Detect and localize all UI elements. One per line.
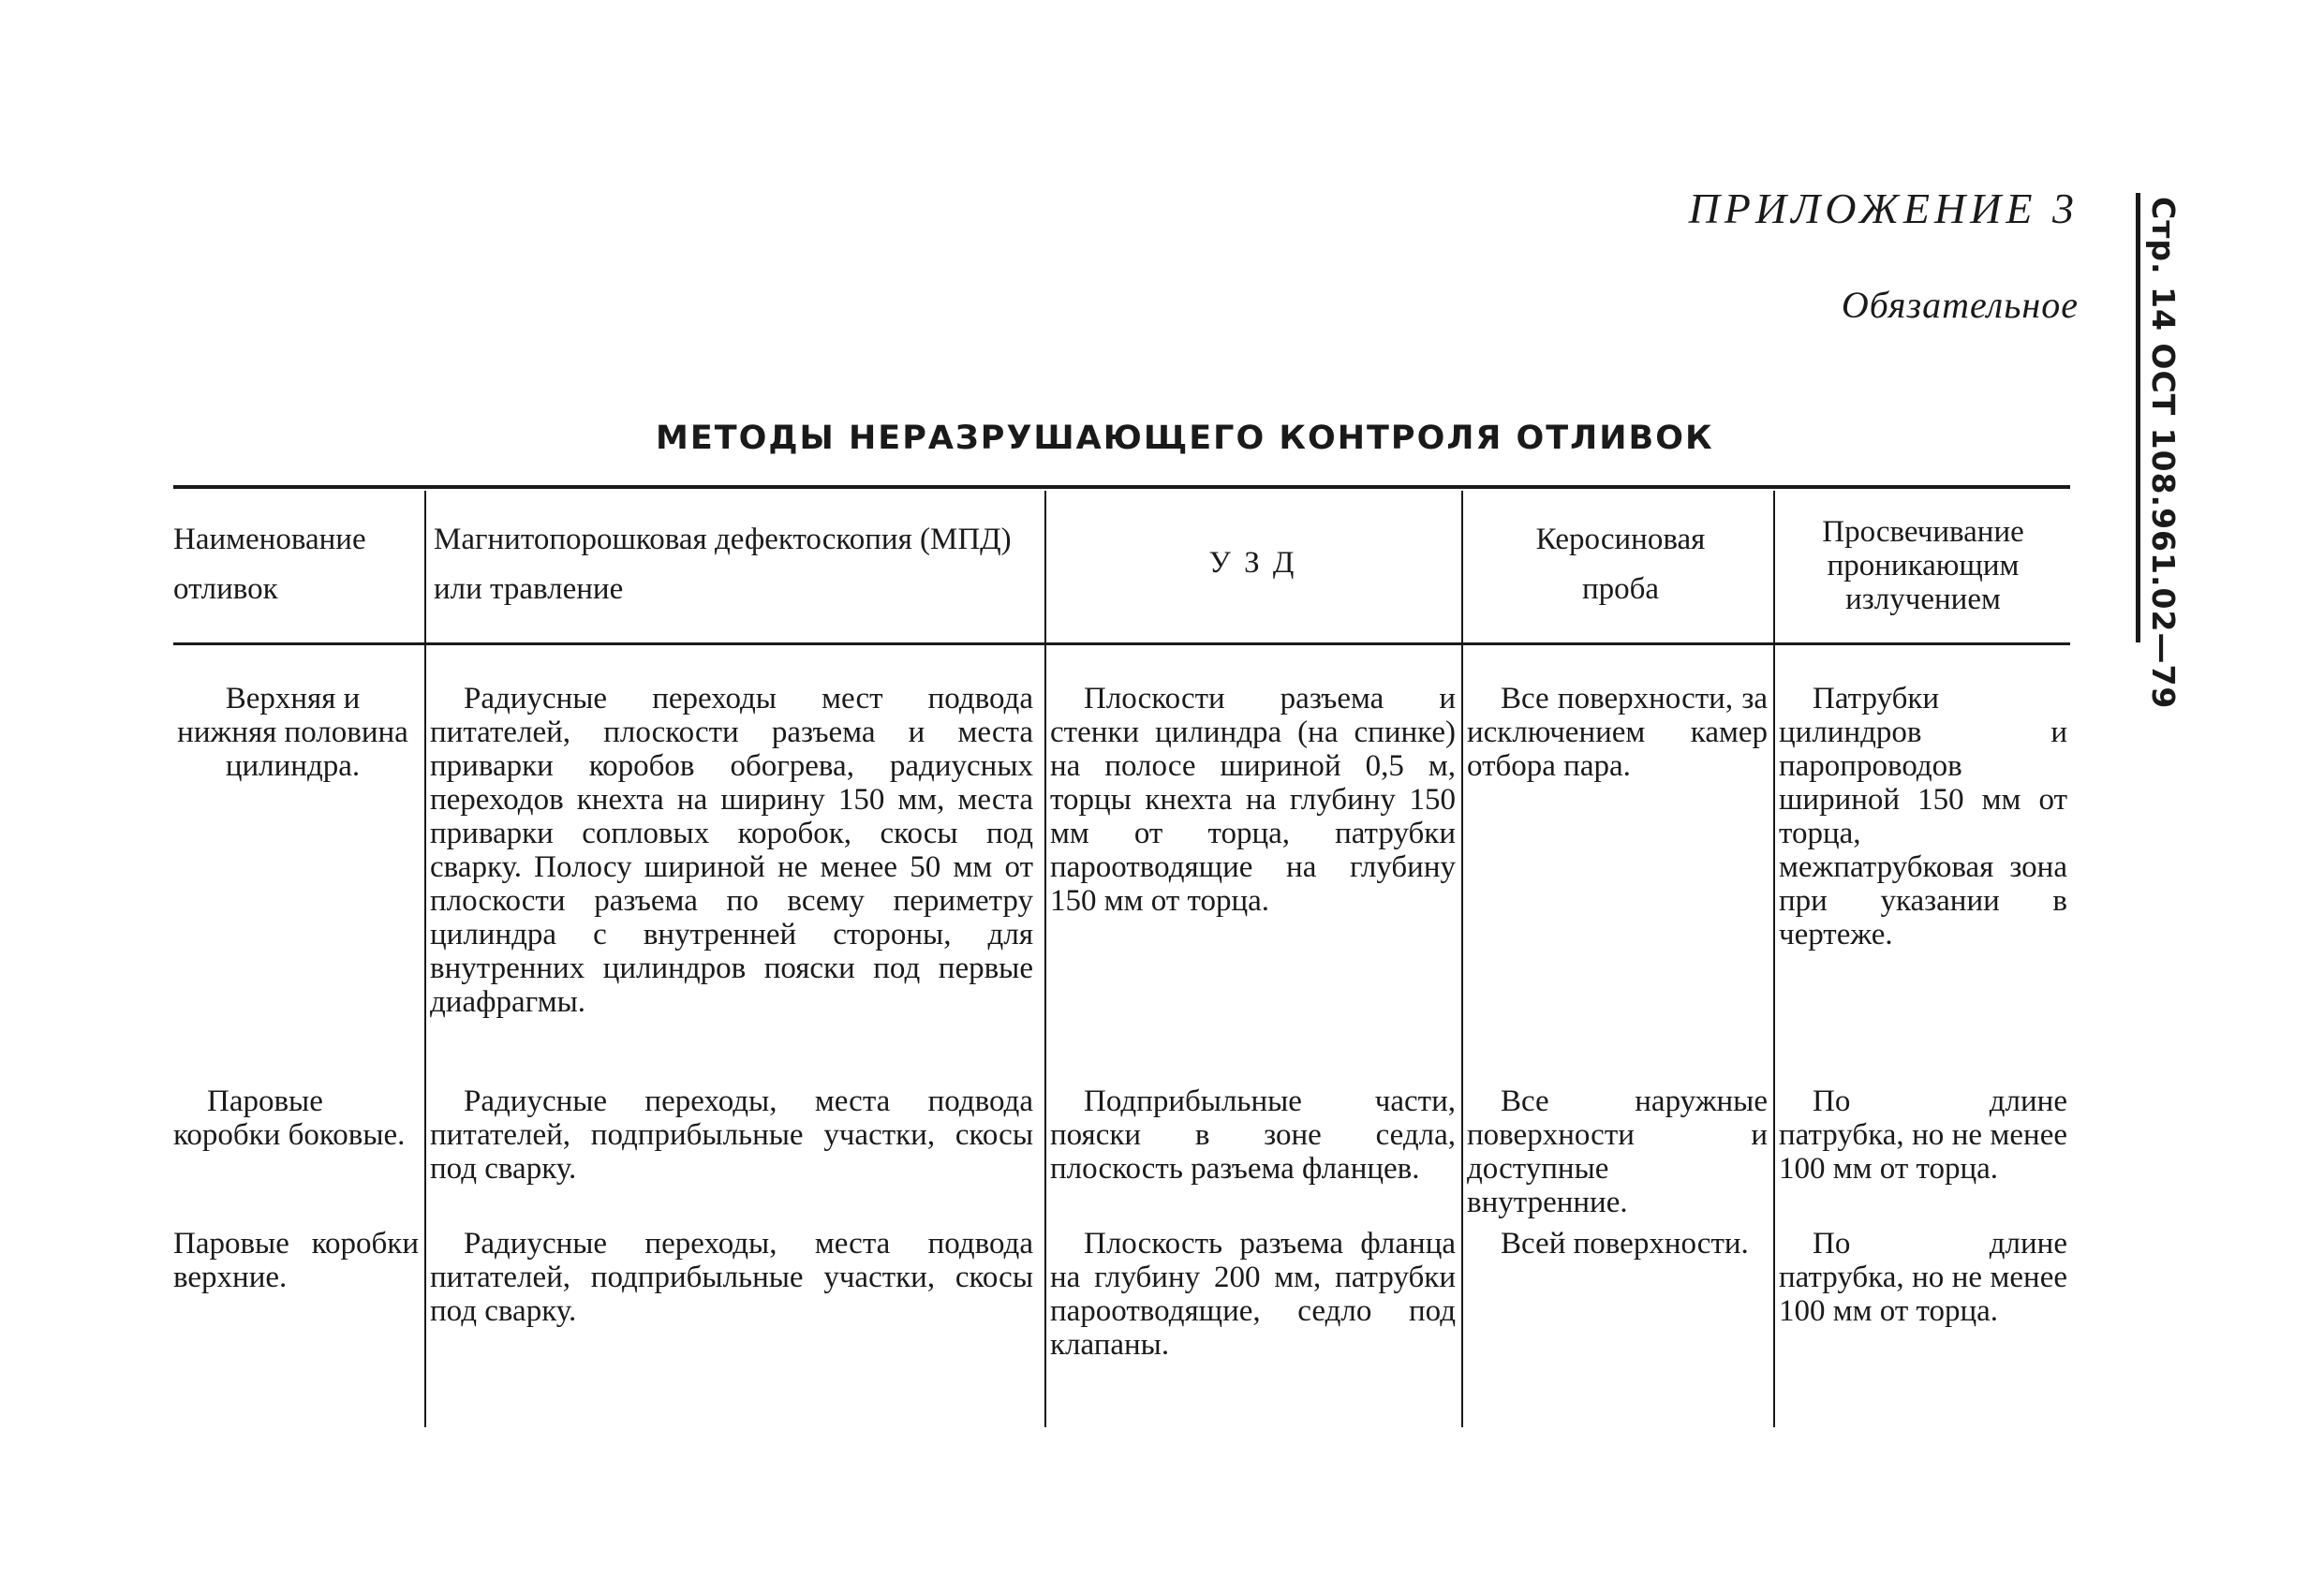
column-divider [1044, 491, 1046, 1427]
row-2-kerosene: Все наружные поверхности и доступные внутренние. [1467, 1084, 1768, 1219]
column-header-mpd: Магнитопорошковая дефектоскопия (МПД) или травление [434, 523, 1012, 606]
row-1-name: Верхняя и нижняя половина цилиндра. [177, 682, 408, 783]
row-1-xray: Патрубки цилиндров и паропроводов шириной 150 мм от торца, межпатрубковая зона при указании в чертеже. [1779, 682, 2067, 951]
side-rule [2136, 193, 2140, 642]
appendix-title: ПРИЛОЖЕНИЕ 3 [1688, 184, 2079, 232]
row-3-kerosene: Всей поверхности. [1501, 1227, 1749, 1261]
row-3-name: Паровые коробки верхние. [173, 1227, 419, 1294]
page-side-label: Стр. 14 ОСТ 108.961.02—79 [2145, 197, 2182, 710]
row-2-name: Паровые коробки боковые. [173, 1084, 406, 1152]
table-header-rule [173, 642, 2070, 645]
row-2-mpd: Радиусные переходы, места подвода питателей, подприбыльные участки, скосы под сварку. [430, 1084, 1033, 1186]
column-header-kerosene: Керосиновая проба [1535, 523, 1706, 606]
row-3-mpd: Радиусные переходы, места подвода питателей, подприбыльные участки, скосы под сварку. [430, 1227, 1033, 1328]
row-2-xray: По длине патрубка, но не менее 100 мм от торца. [1779, 1084, 2067, 1186]
column-header-name: Наименование отливок [173, 523, 366, 606]
column-header-uzd: У З Д [1208, 546, 1297, 580]
column-header-xray: Просвечивание проникающим излучением [1822, 515, 2024, 616]
appendix-status: Обязательное [1841, 284, 2079, 326]
row-1-uzd: Плоскости разъема и стенки цилиндра (на спинке) на полосе шириной 0,5 м, торцы кнехта на глубину 150 мм от торца, патрубки пароотводящие на глубину 150 мм от торца. [1050, 682, 1456, 918]
table-top-rule [173, 485, 2070, 489]
row-3-uzd: Плоскость разъема фланца на глубину 200 мм, патрубки пароотводящие, седло под клапаны. [1050, 1227, 1456, 1362]
column-divider [1773, 491, 1775, 1427]
document-title: МЕТОДЫ НЕРАЗРУШАЮЩЕГО КОНТРОЛЯ ОТЛИВОК [656, 420, 1714, 457]
row-1-kerosene: Все поверхности, за исключением камер отбора пара. [1467, 682, 1768, 783]
column-divider [424, 491, 426, 1427]
row-1-mpd: Радиусные переходы мест подвода питателей, плоскости разъема и места приварки коробов обогрева, радиусных переходов кнехта на ширину 150 мм, места приварки сопловых коробок, скосы под сварку. Полосу шириной не менее 50 мм от плоскости разъема по всему периметру цилиндра с внутренней стороны, для внутренних цилиндров пояски под первые диафрагмы. [430, 682, 1033, 1019]
column-divider [1461, 491, 1463, 1427]
row-3-xray: По длине патрубка, но не менее 100 мм от торца. [1779, 1227, 2067, 1328]
row-2-uzd: Подприбыльные части, пояски в зоне седла, плоскость разъема фланцев. [1050, 1084, 1456, 1186]
